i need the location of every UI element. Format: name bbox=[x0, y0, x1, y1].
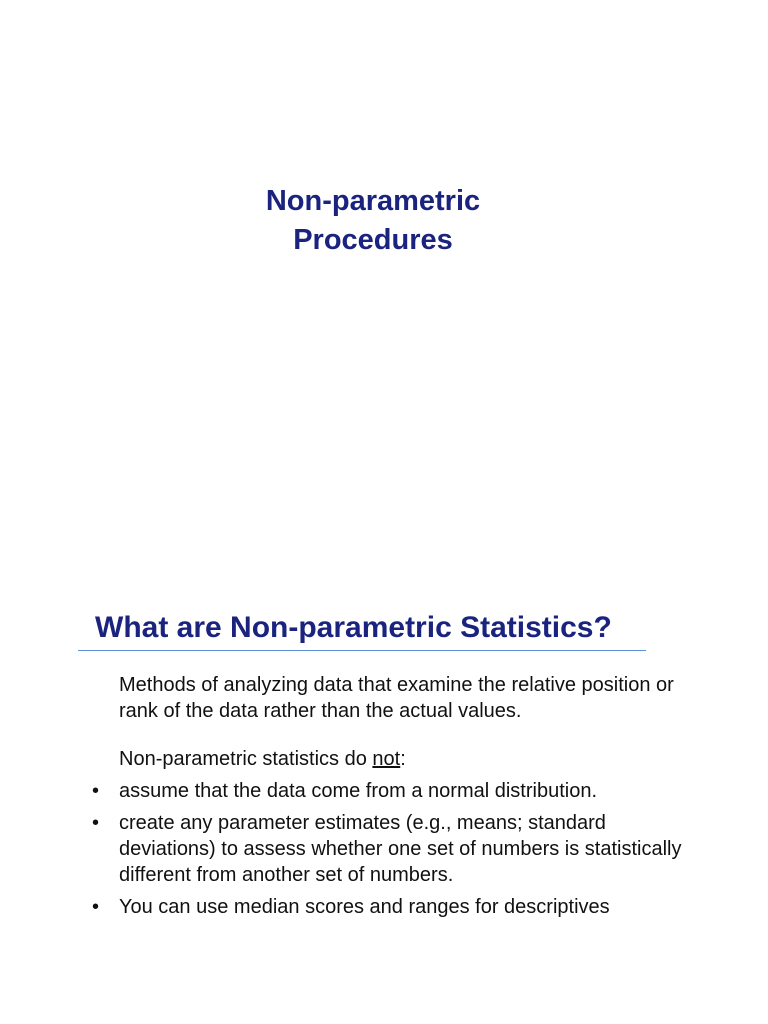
list-item bbox=[92, 778, 692, 804]
list-item bbox=[92, 894, 692, 920]
title-line-1: Non-parametric bbox=[265, 185, 481, 217]
lead-prefix: Non-parametric statistics do bbox=[119, 748, 373, 770]
bullet-marker: • bbox=[92, 812, 100, 834]
bullet-text: You can use median scores and ranges for descriptives bbox=[119, 896, 610, 918]
lead-sentence bbox=[119, 746, 406, 772]
bullet-marker: • bbox=[92, 896, 100, 918]
heading-divider bbox=[78, 650, 646, 651]
intro-paragraph: Methods of analyzing data that examine the relative position or rank of the data rather than the actual values. bbox=[119, 674, 674, 722]
list-item bbox=[92, 810, 692, 888]
title-slide-title bbox=[0, 182, 746, 260]
bullet-list bbox=[92, 778, 692, 926]
bullet-text: assume that the data come from a normal distribution. bbox=[119, 780, 598, 802]
title-line-2: Procedures bbox=[293, 224, 453, 256]
bullet-text: create any parameter estimates (e.g., means; standard deviations) to assess whether one set of numbers is statistically different from another set of numbers. bbox=[119, 812, 682, 886]
lead-suffix: : bbox=[400, 748, 406, 770]
bullet-marker: • bbox=[92, 780, 100, 802]
lead-emphasis: not bbox=[372, 748, 401, 770]
slide-heading: What are Non-parametric Statistics? bbox=[95, 611, 612, 644]
